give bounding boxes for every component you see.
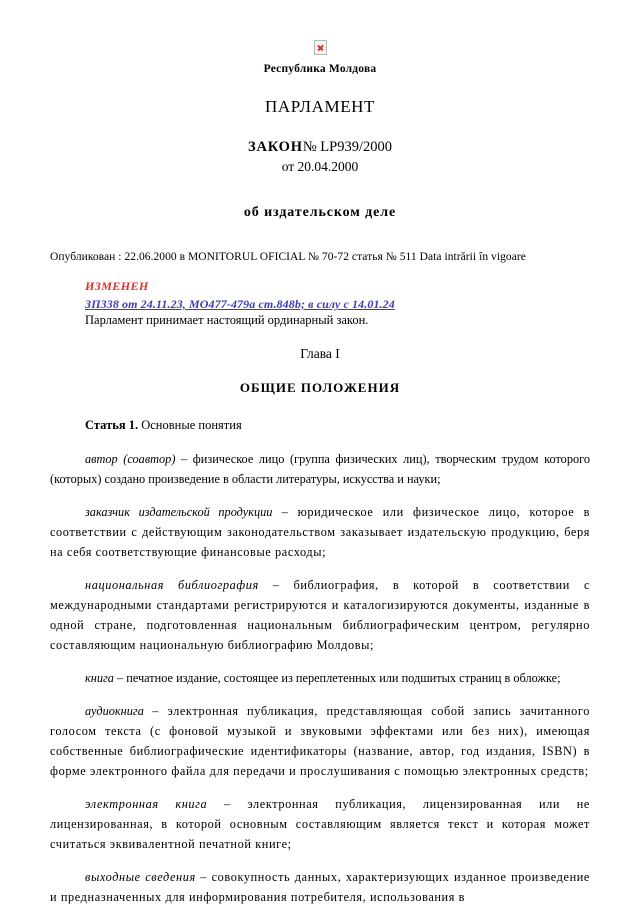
definition-term: автор (соавтор) — [85, 452, 176, 466]
definition-paragraph — [50, 449, 590, 489]
definition-paragraph — [50, 867, 590, 907]
adoption-note: Парламент принимает настоящий ординарный закон. — [85, 313, 369, 327]
definition-body: – электронная публикация, лицензированная или не лицензированная, в которой основным составляющим является текст и которая может считаться эквивалентной печатной книге; — [50, 797, 590, 851]
definition-term: аудиокнига — [85, 704, 144, 718]
definition-body: – печатное издание, состоящее из переплетенных или подшитых страниц в обложке; — [113, 671, 561, 685]
publication-info: Опубликован : 22.06.2000 в MONITORUL OFICIAL № 70-72 статья № 511 Data intrării în vigoare — [50, 251, 526, 263]
definition-term: национальная библиография — [85, 578, 259, 592]
definition-body: – юридическое или физическое лицо, которое в соответствии с действующим законодательством заказывает издательскую продукцию, беря на себя соответствующие финансовые расходы; — [50, 505, 590, 559]
definition-body: – физическое лицо (группа физических лиц), творческим трудом которого (которых) создано произведение в области литературы, искусства и науки; — [50, 452, 590, 486]
definition-paragraph — [50, 668, 590, 688]
law-word: ЗАКОН — [247, 139, 303, 155]
law-date: от 20.04.2000 — [281, 159, 359, 174]
article-heading — [85, 418, 590, 433]
status-badge: ИЗМЕНЕН — [85, 279, 149, 293]
definition-term: заказчик издательской продукции — [85, 505, 273, 519]
broken-image-icon — [314, 40, 327, 55]
law-number: № LP939/2000 — [302, 139, 392, 155]
definition-body: – библиография, в которой в соответствии с международными стандартами регистрируются и каталогизируются документы, изданные в одной стране, подготовленная национальным библиографическим центром, регулярно составляющим национальную библиографию Молдовы; — [50, 578, 590, 652]
chapter-number: Глава I — [300, 346, 340, 361]
chapter-title: ОБЩИЕ ПОЛОЖЕНИЯ — [239, 380, 401, 395]
definition-paragraph — [50, 701, 590, 781]
institution-name: ПАРЛАМЕНТ — [264, 97, 376, 116]
emblem-container — [50, 40, 590, 55]
definition-paragraph — [50, 502, 590, 562]
page-title: об издательском деле — [243, 205, 397, 220]
definition-term: электронная книга — [85, 797, 208, 811]
amendment-link[interactable]: ЗП338 от 24.11.23, МО477-479а ст.848b; в силу с 14.01.24 — [85, 297, 395, 311]
state-name: Республика Молдова — [263, 63, 377, 75]
amendment-block — [85, 279, 590, 328]
law-number-line — [50, 139, 590, 156]
article-title: Основные понятия — [141, 418, 242, 432]
definition-paragraph — [50, 794, 590, 854]
definition-paragraph — [50, 575, 590, 655]
definition-term: книга — [85, 671, 114, 685]
definition-term: выходные сведения — [85, 870, 196, 884]
definition-body: – электронная публикация, представляющая собой запись зачитанного голосом текста (с фоновой музыкой и звуковыми эффектами или без них), имеющая собственные библиографические идентификаторы (название, автор, год издания, ISBN) в форме электронного файла для передачи и прослушивания с помощью электронных средств; — [50, 704, 590, 778]
article-number: Статья 1. — [85, 418, 139, 432]
definition-body: – совокупность данных, характеризующих изданное произведение и предназначенных для информирования потребителя, использования в — [50, 870, 590, 904]
